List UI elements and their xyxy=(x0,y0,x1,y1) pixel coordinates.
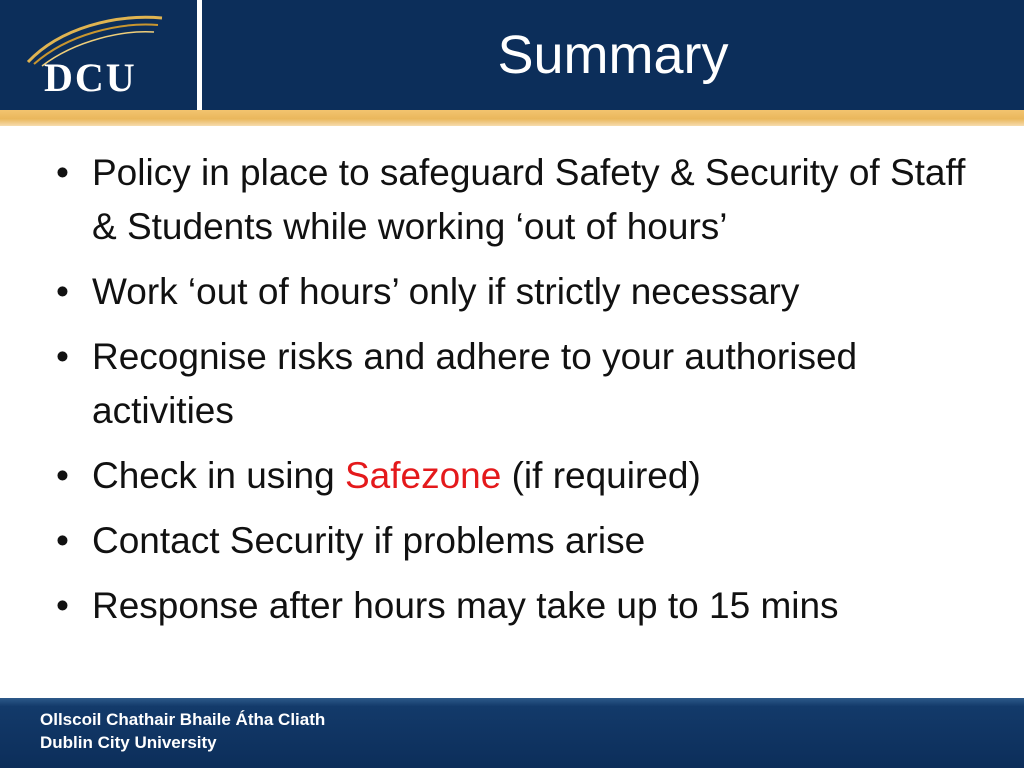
bullet-item xyxy=(56,330,986,438)
slide-title: Summary xyxy=(497,25,729,85)
bullet-item xyxy=(56,449,986,503)
bullet-item xyxy=(56,514,986,568)
bullet-text-before: Check in using xyxy=(92,455,345,496)
bullet-dot-icon: • xyxy=(56,271,69,312)
bullet-dot-icon: • xyxy=(56,520,69,561)
bullet-text: Policy in place to safeguard Safety & Security of Staff & Students while working ‘out of hours’ xyxy=(92,152,966,247)
bullet-dot-icon: • xyxy=(56,585,69,626)
slide-header xyxy=(0,0,1024,110)
bullet-text-after: (if required) xyxy=(501,455,701,496)
footer-english-name: Dublin City University xyxy=(40,733,217,752)
bullet-dot-icon: • xyxy=(56,152,69,193)
bullet-list xyxy=(56,146,986,644)
bullet-text: Contact Security if problems arise xyxy=(92,520,646,561)
bullet-dot-icon: • xyxy=(56,336,69,377)
slide-footer xyxy=(0,698,1024,768)
safezone-highlight: Safezone xyxy=(344,455,502,496)
gold-accent-bar xyxy=(0,110,1024,126)
dcu-logo xyxy=(0,0,196,110)
bullet-text: Recognise risks and adhere to your authorised activities xyxy=(92,336,858,431)
bullet-item xyxy=(56,265,986,319)
bullet-text: Work ‘out of hours’ only if strictly necessary xyxy=(92,271,800,312)
logo-text: DCU xyxy=(44,55,137,100)
footer-irish-name: Ollscoil Chathair Bhaile Átha Cliath xyxy=(40,710,326,729)
bullet-item xyxy=(56,579,986,633)
bullet-item xyxy=(56,146,986,254)
bullet-text: Response after hours may take up to 15 mins xyxy=(92,585,839,626)
bullet-dot-icon: • xyxy=(56,455,69,496)
